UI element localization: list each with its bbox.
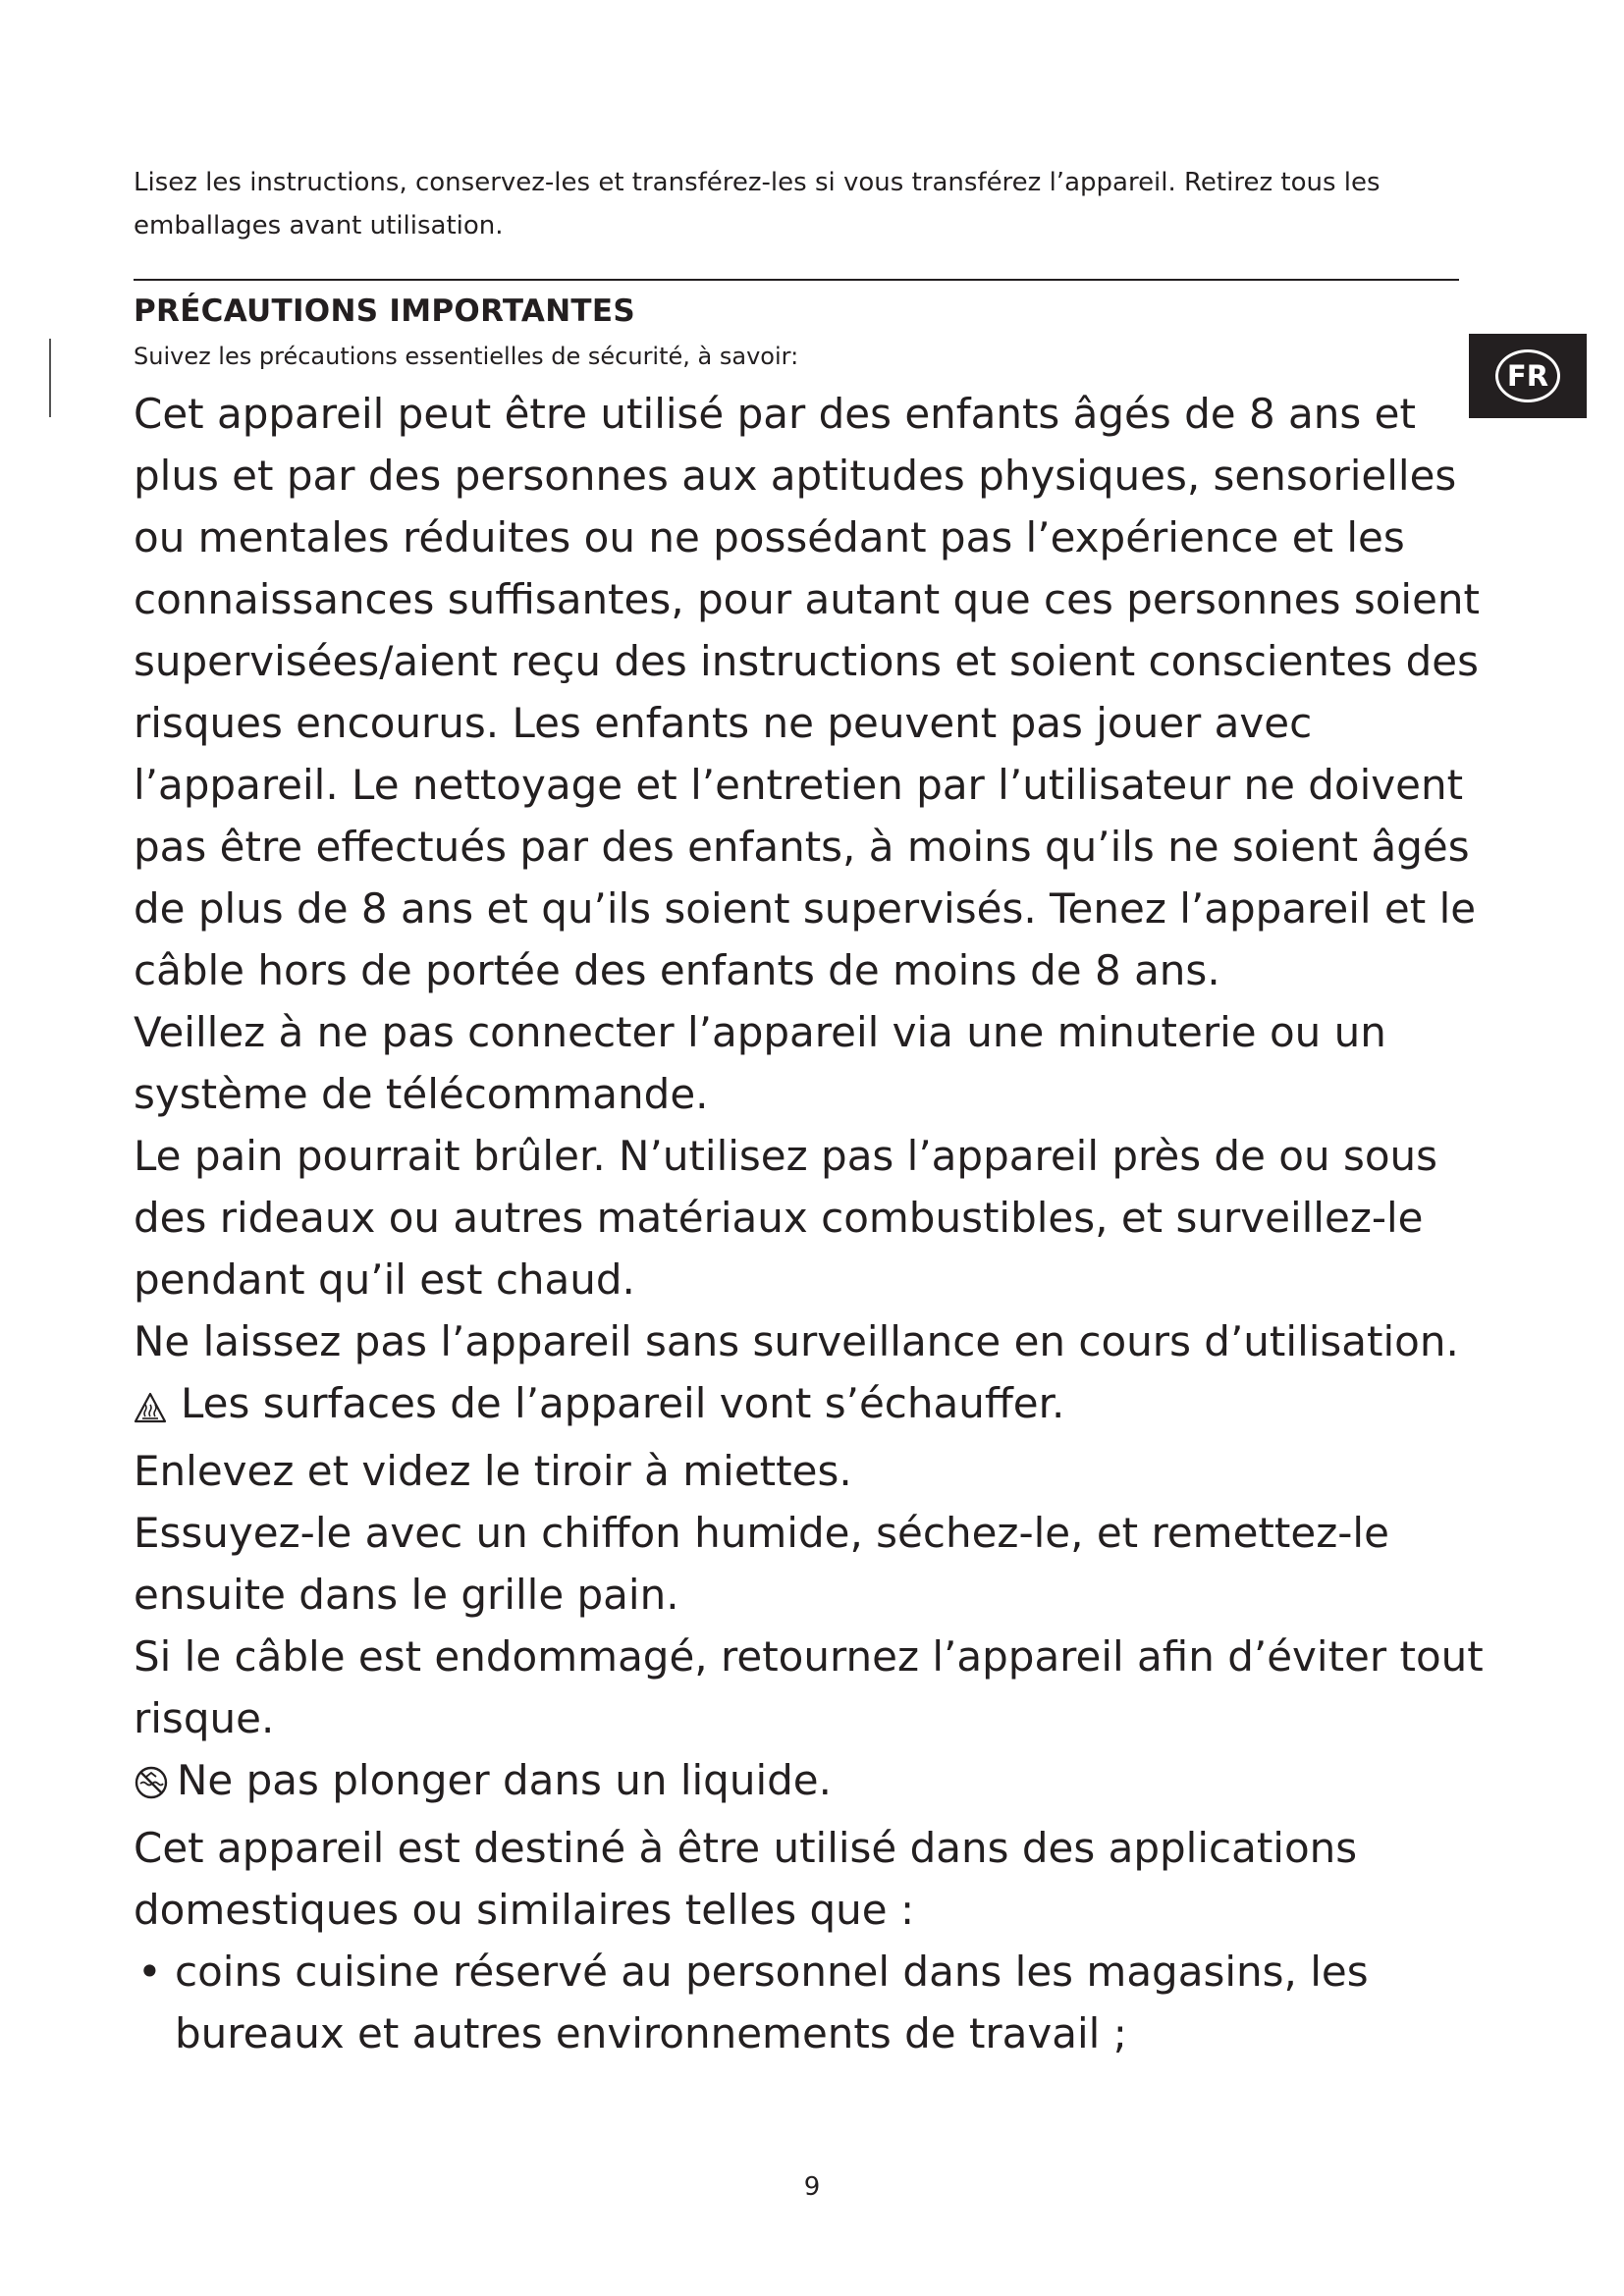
margin-mark (49, 339, 51, 417)
paragraph-damaged-cable (132, 1626, 1506, 1749)
section-divider (134, 279, 1459, 281)
paragraph-text: Ne pas plonger dans un liquide. (177, 1756, 832, 1804)
hot-surface-warning-icon (134, 1378, 167, 1440)
bullet-marker: • (137, 1948, 162, 1996)
paragraph-text: Enlevez et videz le tiroir à miettes. (134, 1447, 852, 1495)
intro-text: Lisez les instructions, conservez-les et transférez-les si vous transférez l’appareil. Retirez tous les emballages avant utilisation. (134, 168, 1380, 240)
paragraph-text: Si le câble est endommagé, retournez l’appareil afin d’éviter tout risque. (134, 1632, 1484, 1742)
paragraph-text: Essuyez-le avec un chiffon humide, séchez-le, et remettez-le ensuite dans le grille pain. (134, 1509, 1389, 1619)
paragraph-text: Ne laissez pas l’appareil sans surveillance en cours d’utilisation. (134, 1317, 1459, 1365)
page-number: 9 (803, 2172, 821, 2202)
paragraph-text: Cet appareil peut être utilisé par des enfants âgés de 8 ans et plus et par des personnes aux aptitudes physiques, sensorielles ou mentales réduites ou ne possédant pas l’expérience et les connaissances suffisantes, pour autant que ces personnes soient supervisées/aient reçu des instructions et soient conscientes des risques encourus. Les enfants ne peuvent pas jouer avec l’appareil. Le nettoyage et l’entretien par l’utilisateur ne doivent pas être effectués par des enfants, à moins qu’ils ne soient âgés de plus de 8 ans et qu’ils soient supervisés. Tenez l’appareil et le câble hors de portée des enfants de moins de 8 ans. (134, 390, 1481, 994)
paragraph-domestic-use (132, 1817, 1506, 1941)
paragraph-text: Veillez à ne pas connecter l’appareil via une minuterie ou un système de télécommande. (134, 1008, 1386, 1118)
paragraph-no-immerse (132, 1749, 1506, 1817)
bullet-text: coins cuisine réservé au personnel dans les magasins, les bureaux et autres environnements de travail ; (175, 1948, 1369, 2057)
language-badge: FR (1495, 349, 1560, 402)
section-heading: PRÉCAUTIONS IMPORTANTES (134, 294, 635, 329)
paragraph-text: Les surfaces de l’appareil vont s’échauffer. (181, 1379, 1065, 1427)
list-item (132, 1941, 1506, 2064)
do-not-immerse-icon (134, 1755, 169, 1817)
paragraph-children-supervision (132, 383, 1506, 1001)
section-subheading: Suivez les précautions essentielles de sécurité, à savoir: (134, 343, 799, 370)
precautions-body (132, 383, 1506, 2064)
paragraph-timer (132, 1001, 1506, 1125)
paragraph-hot-surfaces (132, 1372, 1506, 1440)
paragraph-bread-burn (132, 1125, 1506, 1310)
paragraph-unattended (132, 1310, 1506, 1372)
paragraph-text: Cet appareil est destiné à être utilisé dans des applications domestiques ou similaires telles que : (134, 1824, 1358, 1934)
paragraph-text: Le pain pourrait brûler. N’utilisez pas l’appareil près de ou sous des rideaux ou autres matériaux combustibles, et surveillez-le pendant qu’il est chaud. (134, 1132, 1438, 1304)
paragraph-crumb-tray (132, 1440, 1506, 1502)
paragraph-wipe (132, 1502, 1506, 1626)
